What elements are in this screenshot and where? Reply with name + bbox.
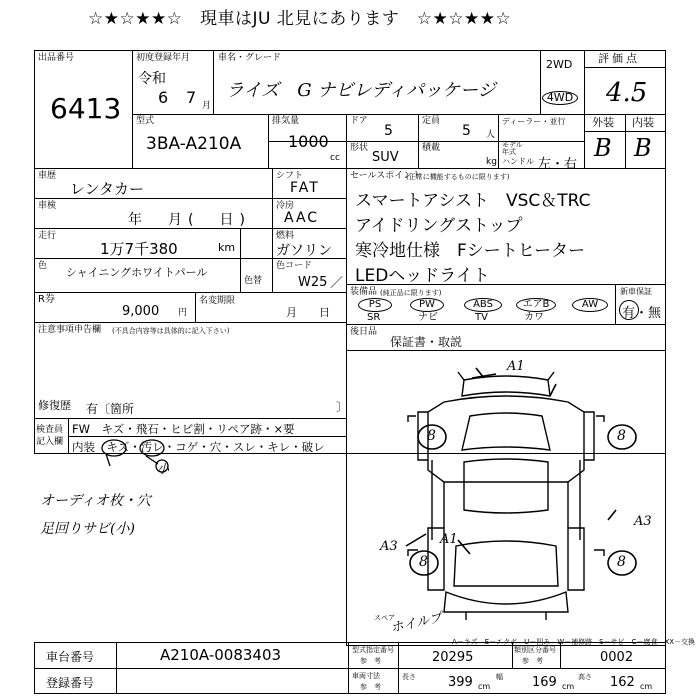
shape-label: 形状 [350, 143, 369, 153]
badge-aw: AW [572, 298, 608, 312]
type-no-value: 20295 [432, 650, 474, 665]
repair-value: 有〔箇所 [86, 402, 135, 416]
displacement-unit: cc [330, 153, 340, 163]
displacement-label: 排気量 [272, 116, 300, 126]
interior-value: B [634, 134, 652, 162]
sales-line-2: アイドリングストップ [355, 216, 523, 236]
length-unit: cm [478, 682, 491, 691]
width-unit: cm [562, 682, 575, 691]
badge-ps: PS [358, 298, 392, 312]
score-value: 4.5 [606, 78, 648, 108]
damage-legend: A－キズ E－エクボ U－凹み W－補修跡 S－サビ C－腐食 XX－交換 [452, 638, 696, 646]
warranty-value: 有・無 [622, 306, 662, 321]
class-no-label: 類別区分番号 [514, 646, 556, 654]
header-banner: ☆★☆★★☆ 現車はJU 北見にあります ☆★☆★★☆ [88, 9, 512, 29]
deadline-label: 名変期限 [199, 296, 236, 306]
capacity-value: 5 [462, 123, 471, 139]
width-label: 幅 [496, 673, 503, 681]
type-no-label: 型式指定番号 [352, 646, 394, 654]
equipment-label: 装備品 [350, 287, 378, 297]
hand-wheel-note: ホイルプ [389, 610, 444, 637]
badge-leather: カワ [524, 312, 544, 323]
hand-small-mark: 小 [157, 462, 170, 476]
exterior-label: 外装 [592, 116, 614, 129]
ac-value: AAC [284, 210, 320, 226]
dealer-label: ディーラー・並行 [502, 117, 566, 126]
hand-a3-right: A3 [634, 514, 652, 529]
length-value: 399 [448, 675, 473, 690]
lot-label: 出品番号 [38, 53, 75, 63]
class-no-value: 0002 [600, 650, 634, 665]
deadline-value: 月 日 [286, 306, 330, 319]
color-label: 色 [38, 261, 48, 271]
recycle-unit: 円 [178, 308, 188, 318]
doors-label: ドア [350, 116, 368, 126]
score-label: 評価点 [598, 52, 640, 65]
mileage-unit: km [218, 241, 236, 254]
shape-value: SUV [372, 150, 399, 165]
chassis-label: 車台番号 [46, 650, 95, 664]
sales-line-1: スマートアシスト VSC＆TRC [355, 191, 591, 211]
warranty-circle [619, 300, 639, 320]
fuel-label: 燃料 [276, 231, 295, 241]
equipment-note: (純正品に限ります) [380, 289, 442, 297]
color-swap-label: 色替 [244, 276, 263, 286]
type-no-sub: 参 考 [360, 657, 381, 665]
hand-a3-left: A3 [380, 539, 398, 554]
hand-note-rust: 足回りサビ(小) [40, 521, 135, 537]
hand-score-fr: 8 [617, 428, 626, 444]
length-label: 長さ [402, 673, 416, 681]
load-unit: kg [486, 157, 497, 167]
width-value: 169 [532, 675, 557, 690]
sales-line-4: LEDヘッドライト [355, 266, 490, 286]
badge-navi: ナビ [418, 312, 438, 323]
inspection-value: 年 月( 日) [128, 212, 251, 228]
registration-number-label: 登録番号 [46, 676, 95, 690]
capacity-label: 定員 [422, 116, 441, 126]
color-code-label: 色コード [276, 261, 313, 271]
sales-line-3: 寒冷地仕様 Fシートヒーター [355, 241, 586, 261]
dimensions-label: 車両寸法 [352, 672, 380, 680]
registration-year: 6 [158, 88, 169, 107]
color-code-suffix: ／ [330, 276, 344, 291]
history-label: 車歴 [38, 171, 57, 181]
history-value: レンタカー [70, 180, 145, 198]
badge-abs: ABS [464, 298, 502, 312]
badge-airbag: エアB [516, 298, 556, 312]
repair-label: 修復歴 [38, 399, 71, 412]
hand-score-rr: 8 [617, 554, 626, 570]
documents-label: 後日品 [350, 327, 378, 337]
capacity-unit: 人 [486, 130, 496, 140]
new-car-label: 新車保証 [620, 287, 652, 296]
badge-sr: SR [367, 312, 381, 323]
spare-label: スペア [374, 614, 395, 622]
checklist-row2: 内装 キズ・汚レ・コゲ・穴・スレ・キレ・破レ [72, 440, 325, 454]
fuel-value: ガソリン [276, 243, 332, 259]
doors-value: 5 [384, 123, 393, 139]
height-unit: cm [640, 682, 653, 691]
interior-label: 内装 [632, 116, 654, 129]
hand-a1-mid: A1 [440, 532, 458, 547]
exterior-value: B [594, 134, 612, 162]
car-diagram [346, 350, 666, 640]
hand-a1-top: A1 [507, 359, 525, 374]
documents-value: 保証書・取説 [390, 335, 463, 349]
car-label: 車名・グレード [218, 53, 282, 63]
recycle-label: R券 [38, 294, 55, 305]
badge-tv: TV [475, 312, 488, 323]
hand-score-rl: 8 [419, 554, 428, 570]
sales-label: セールスポイント [350, 171, 422, 181]
mileage-label: 走行 [38, 231, 57, 241]
color-value: シャイニングホワイトパール [66, 266, 208, 279]
class-no-sub: 参 考 [522, 657, 543, 665]
load-label: 積載 [422, 143, 441, 153]
ac-label: 冷房 [276, 201, 295, 211]
shift-value: FAT [290, 180, 320, 196]
dimensions-sub: 参 考 [360, 683, 381, 691]
car-name: ライズ G ナビレディパッケージ [226, 80, 496, 101]
repair-close: 〕 [336, 400, 349, 414]
handle-label: ハンドル [502, 157, 534, 166]
registration-label: 初度登録年月 [136, 53, 191, 63]
model-label: 型式 [136, 116, 155, 126]
checklist-label: 検査員 記入欄 [36, 425, 64, 447]
notes-note: (不具合内容等は具体的に記入下さい) [112, 327, 230, 335]
displacement-value: 1000 [288, 132, 329, 151]
mileage-value: 1万7千380 [100, 240, 178, 258]
chassis-value: A210A-0083403 [160, 646, 282, 664]
recycle-value: 9,000 [122, 304, 160, 319]
height-label: 高さ [578, 673, 592, 681]
sales-note: (正常に機能するものに限ります) [406, 173, 510, 181]
hand-score-fl: 8 [427, 428, 436, 444]
height-value: 162 [610, 675, 635, 690]
notes-label: 注意事項申告欄 [38, 325, 102, 335]
registration-era: 令和 [138, 71, 166, 87]
hand-note-audio: オーディオ枚・穴 [40, 493, 151, 509]
color-code: W25 [298, 275, 328, 290]
model-year-label: モデル 年式 [502, 141, 523, 156]
handle-value: 左・右 [538, 157, 578, 172]
inspection-label: 車検 [38, 201, 57, 211]
badge-pw: PW [410, 298, 444, 312]
checklist-row1: FW キズ・飛石・ヒビ割・リペア跡・×要 [72, 422, 295, 436]
checklist-marks [100, 436, 180, 476]
shift-label: シフト [276, 171, 304, 181]
registration-month-unit: 月 [202, 101, 212, 111]
model-value: 3BA-A210A [146, 134, 242, 154]
drive-4wd: 4WD [542, 91, 578, 105]
registration-month: 7 [186, 88, 197, 107]
drive-2wd: 2WD [546, 58, 573, 71]
lot-number: 6413 [50, 92, 122, 125]
